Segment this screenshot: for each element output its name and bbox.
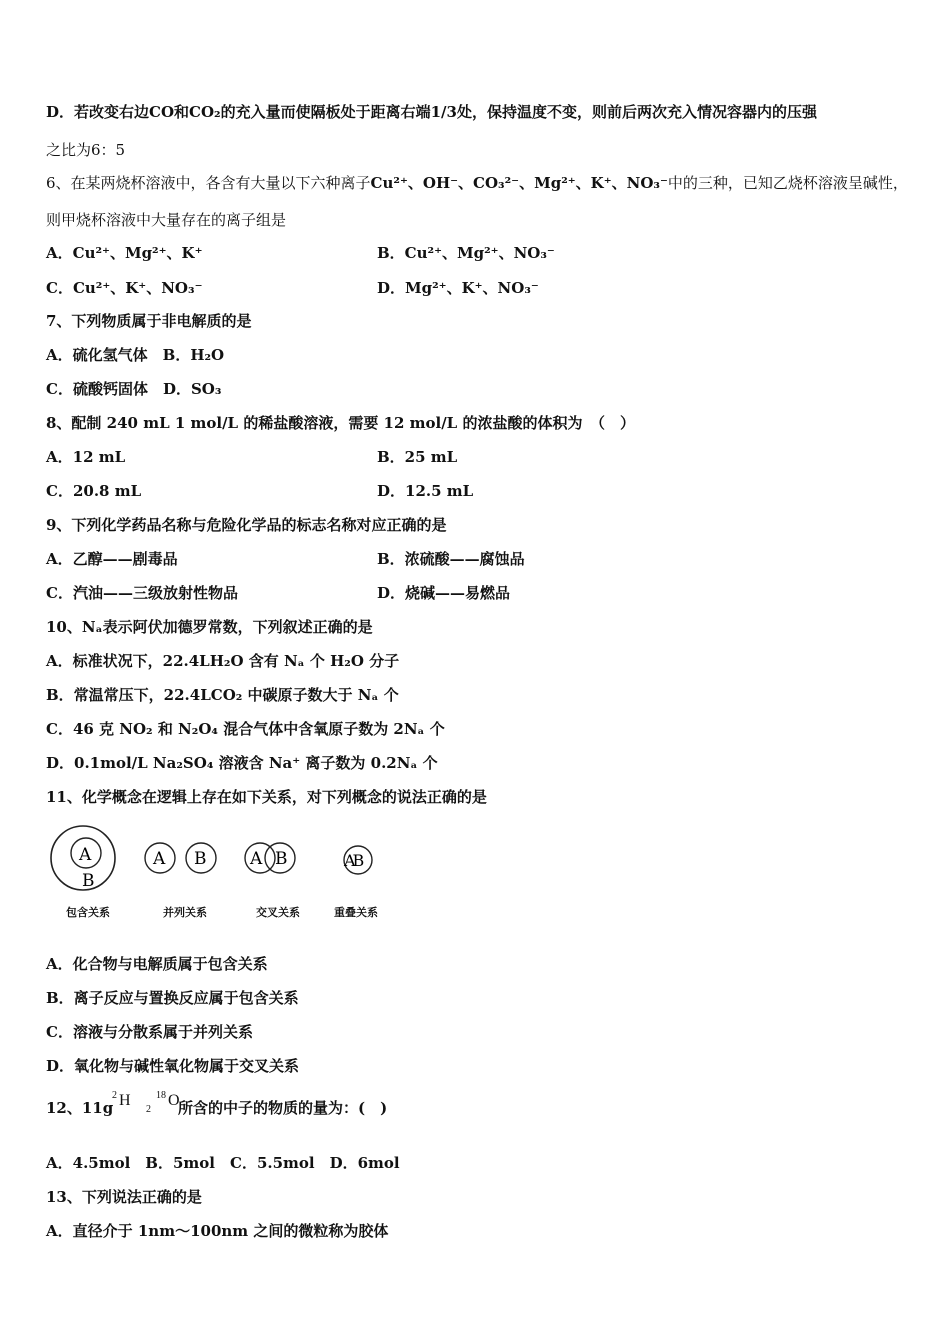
q9-option-c: C．汽油——三级放射性物品 xyxy=(46,584,238,602)
q8-option-c: C．20.8 mL xyxy=(46,482,142,500)
q6-stem-part1: 6、在某两烧杯溶液中，各含有大量以下六种离子 xyxy=(46,174,371,192)
containment-label-b: B xyxy=(82,871,95,891)
parallel-label-b: B xyxy=(194,849,207,869)
formula-element-o: O xyxy=(168,1092,180,1109)
q13-option-a: A．直径介于 1nm～100nm 之间的微粒称为胶体 xyxy=(46,1222,389,1240)
q6-stem-line1 xyxy=(46,173,908,193)
q13-stem: 13、下列说法正确的是 xyxy=(46,1188,202,1206)
q9-option-b: B．浓硫酸——腐蚀品 xyxy=(377,550,525,568)
formula-count-h: 2 xyxy=(146,1104,151,1115)
formula-mass-o: 18 xyxy=(156,1090,166,1101)
q6-option-c: C．Cu²⁺、K⁺、NO₃⁻ xyxy=(46,279,203,297)
parallel-label-a: A xyxy=(153,849,166,869)
q8-option-b: B．25 mL xyxy=(377,448,458,466)
q7-options-cd: C．硫酸钙固体 D．SO₃ xyxy=(46,380,222,398)
intersection-label-a: A xyxy=(250,849,263,869)
q10-option-a: A．标准状况下，22.4LH₂O 含有 Nₐ 个 H₂O 分子 xyxy=(46,652,400,670)
q6-option-b: B．Cu²⁺、Mg²⁺、NO₃⁻ xyxy=(377,244,555,262)
q7-stem: 7、下列物质属于非电解质的是 xyxy=(46,312,252,330)
q8-option-a: A．12 mL xyxy=(46,448,126,466)
q10-stem: 10、Nₐ表示阿伏加德罗常数，下列叙述正确的是 xyxy=(46,618,373,636)
q5-option-d-line2: 之比为6：5 xyxy=(46,141,126,159)
caption-overlap: 重叠关系 xyxy=(334,906,378,919)
intersection-label-b: B xyxy=(275,849,288,869)
q10-option-d: D．0.1mol/L Na₂SO₄ 溶液含 Na⁺ 离子数为 0.2Nₐ 个 xyxy=(46,754,438,772)
q9-option-a: A．乙醇——剧毒品 xyxy=(46,550,178,568)
q6-option-d: D．Mg²⁺、K⁺、NO₃⁻ xyxy=(377,279,539,297)
q12-stem-prefix: 12、11g xyxy=(46,1099,114,1117)
q8-stem: 8、配制 240 mL 1 mol/L 的稀盐酸溶液，需要 12 mol/L 的浓盐酸的体积为 （ ） xyxy=(46,414,635,432)
q10-option-b: B．常温常压下，22.4LCO₂ 中碳原子数大于 Nₐ 个 xyxy=(46,686,399,704)
q11-option-a: A．化合物与电解质属于包含关系 xyxy=(46,955,268,973)
q6-option-a: A．Cu²⁺、Mg²⁺、K⁺ xyxy=(46,244,203,262)
caption-parallel: 并列关系 xyxy=(163,906,207,919)
caption-intersection: 交叉关系 xyxy=(256,906,300,919)
q11-stem: 11、化学概念在逻辑上存在如下关系，对下列概念的说法正确的是 xyxy=(46,788,487,806)
q9-stem: 9、下列化学药品名称与危险化学品的标志名称对应正确的是 xyxy=(46,516,447,534)
q11-option-d: D．氧化物与碱性氧化物属于交叉关系 xyxy=(46,1057,300,1075)
q12-stem-suffix: 所含的中子的物质的量为：( ) xyxy=(178,1099,388,1117)
q5-option-d-line1: D．若改变右边CO和CO₂的充入量而使隔板处于距离右端1/3处，保持温度不变，则前后两次充入情况容器内的压强 xyxy=(46,103,817,121)
q6-ion-list: Cu²⁺、OH⁻、CO₃²⁻、Mg²⁺、K⁺、NO₃⁻ xyxy=(370,174,668,192)
q12-options: A．4.5mol B．5mol C．5.5mol D．6mol xyxy=(46,1154,400,1172)
caption-containment: 包含关系 xyxy=(66,906,110,919)
q8-option-d: D．12.5 mL xyxy=(377,482,474,500)
formula-mass-h: 2 xyxy=(112,1090,117,1101)
overlap-label: AB xyxy=(344,851,362,870)
q7-options-ab: A．硫化氢气体 B．H₂O xyxy=(46,346,225,364)
q9-option-d: D．烧碱——易燃品 xyxy=(377,584,511,602)
q11-option-b: B．离子反应与置换反应属于包含关系 xyxy=(46,989,299,1007)
q6-stem-part2: 中的三种，已知乙烧杯溶液呈碱性， xyxy=(667,174,908,192)
q6-stem-line2: 则甲烧杯溶液中大量存在的离子组是 xyxy=(46,211,287,229)
formula-element-h: H xyxy=(119,1092,131,1109)
containment-label-a: A xyxy=(79,845,92,865)
q10-option-c: C．46 克 NO₂ 和 N₂O₄ 混合气体中含氧原子数为 2Nₐ 个 xyxy=(46,720,445,738)
heavy-water-formula xyxy=(112,1090,182,1120)
q11-option-c: C．溶液与分散系属于并列关系 xyxy=(46,1023,253,1041)
